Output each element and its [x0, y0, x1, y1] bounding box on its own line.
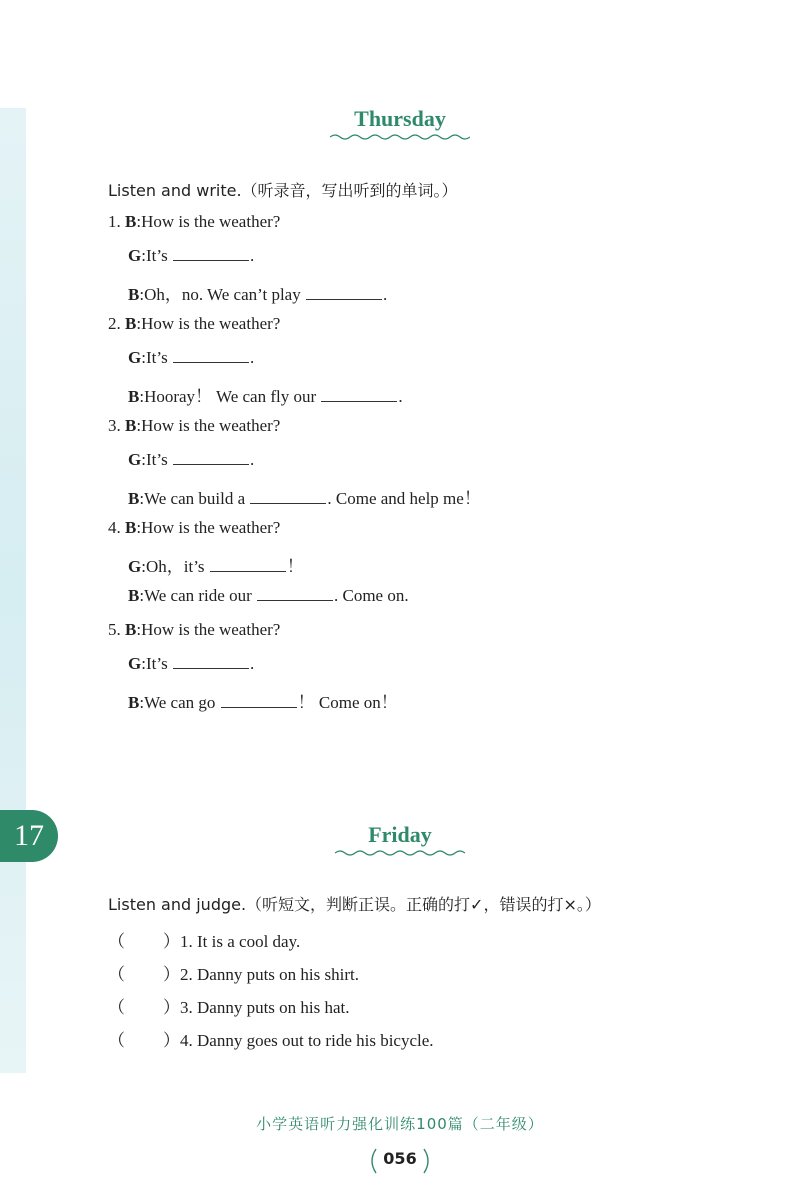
answer-blank[interactable]: [210, 557, 286, 572]
colon: :: [136, 212, 142, 231]
line-text: How is the weather?: [141, 518, 281, 537]
speaker-label: G: [128, 557, 142, 576]
dialogue-line: [108, 518, 280, 538]
colon: :: [141, 654, 146, 673]
dialogue-line: [128, 654, 254, 674]
colon: :: [141, 450, 146, 469]
line-text: How is the weather?: [141, 416, 281, 435]
answer-blank[interactable]: [221, 693, 297, 708]
line-text-after: .: [249, 450, 255, 469]
judge-item: [108, 993, 350, 1018]
open-paren: （: [108, 998, 125, 1017]
dialogue-line: [128, 450, 254, 470]
speaker-label: B: [125, 416, 137, 435]
dialogue-line: [128, 484, 481, 509]
colon: :: [136, 620, 142, 639]
line-text-after: .: [249, 654, 255, 673]
dialogue-line: [128, 688, 398, 713]
friday-title-block: [0, 822, 800, 857]
line-text-after: . Come on.: [334, 586, 409, 605]
line-text-after: . Come and help me！: [327, 489, 481, 508]
side-strip: [0, 108, 26, 1073]
page-number: 056: [383, 1149, 417, 1168]
answer-blank[interactable]: [173, 348, 249, 363]
line-text: Oh，it’s: [145, 557, 209, 576]
open-paren: （: [108, 965, 125, 984]
colon: :: [139, 387, 145, 406]
colon: :: [139, 586, 145, 605]
judge-item: [108, 927, 300, 952]
judge-item: [108, 960, 359, 985]
statement-text: ）2. Danny puts on his shirt.: [163, 965, 359, 984]
speaker-label: G: [128, 246, 142, 265]
line-text-after: .: [382, 285, 388, 304]
speaker-label: B: [128, 693, 140, 712]
wave-underline-icon: [330, 133, 470, 141]
answer-blank[interactable]: [173, 246, 249, 261]
speaker-label: B: [125, 620, 137, 639]
answer-blank[interactable]: [321, 387, 397, 402]
statement-text: ）1. It is a cool day.: [163, 932, 301, 951]
colon: :: [139, 285, 145, 304]
line-text: Oh，no. We can’t play: [144, 285, 305, 304]
item-number: 2.: [108, 314, 125, 333]
dialogue-line: [128, 382, 403, 407]
unit-number: 17: [14, 819, 44, 852]
colon: :: [136, 416, 142, 435]
answer-blank[interactable]: [250, 489, 326, 504]
thursday-title: Thursday: [354, 106, 446, 131]
dialogue-line: [128, 586, 409, 606]
thursday-instruction: Listen and write.（听录音，写出听到的单词。）: [108, 181, 458, 200]
speaker-label: B: [125, 314, 137, 333]
colon: :: [136, 518, 142, 537]
statement-text: ）3. Danny puts on his hat.: [163, 998, 350, 1017]
speaker-label: G: [128, 450, 142, 469]
line-text: How is the weather?: [141, 212, 281, 231]
item-number: 4.: [108, 518, 125, 537]
dialogue-line: [128, 246, 254, 266]
item-number: 3.: [108, 416, 125, 435]
speaker-label: B: [128, 586, 140, 605]
line-text-after: ！: [286, 557, 304, 576]
statement-text: ）4. Danny goes out to ride his bicycle.: [163, 1031, 434, 1050]
dialogue-line: [128, 280, 387, 305]
line-text: How is the weather?: [141, 620, 281, 639]
dialogue-line: [108, 416, 280, 436]
wave-underline-icon: [335, 849, 465, 857]
answer-blank[interactable]: [257, 586, 333, 601]
open-paren: （: [108, 1031, 125, 1050]
judge-item: [108, 1026, 434, 1051]
speaker-label: B: [125, 212, 137, 231]
line-text: We can go: [144, 693, 220, 712]
line-text-after: ！ Come on！: [297, 693, 398, 712]
line-text-after: .: [249, 246, 255, 265]
friday-title: Friday: [368, 822, 432, 847]
line-text-after: .: [398, 387, 403, 406]
line-text: Hooray！ We can fly our: [144, 387, 321, 406]
line-text: We can build a: [144, 489, 250, 508]
colon: :: [139, 489, 145, 508]
dialogue-line: [108, 314, 280, 334]
line-text: It’s: [145, 246, 172, 265]
line-text: We can ride our: [144, 586, 256, 605]
book-title: 小学英语听力强化训练100篇（二年级）: [256, 1115, 544, 1133]
thursday-title-block: [0, 106, 800, 141]
answer-blank[interactable]: [306, 285, 382, 300]
open-paren: （: [108, 932, 125, 951]
line-text: It’s: [145, 348, 172, 367]
speaker-label: G: [128, 654, 142, 673]
item-number: 5.: [108, 620, 125, 639]
speaker-label: G: [128, 348, 142, 367]
line-text: How is the weather?: [141, 314, 281, 333]
line-text: It’s: [145, 654, 172, 673]
colon: :: [141, 348, 146, 367]
colon: :: [141, 246, 146, 265]
speaker-label: B: [125, 518, 137, 537]
line-text: It’s: [145, 450, 172, 469]
answer-blank[interactable]: [173, 450, 249, 465]
item-number: 1.: [108, 212, 125, 231]
friday-instruction: Listen and judge.（听短文，判断正误。正确的打✓，错误的打×。）: [108, 895, 601, 914]
dialogue-line: [128, 552, 304, 577]
answer-blank[interactable]: [173, 654, 249, 669]
colon: :: [141, 557, 146, 576]
dialogue-line: [108, 620, 280, 640]
line-text-after: .: [249, 348, 255, 367]
colon: :: [136, 314, 142, 333]
dialogue-line: [128, 348, 254, 368]
speaker-label: B: [128, 489, 140, 508]
speaker-label: B: [128, 387, 140, 406]
dialogue-line: [108, 212, 280, 232]
colon: :: [139, 693, 145, 712]
speaker-label: B: [128, 285, 140, 304]
page-number-frame: [366, 1146, 434, 1176]
